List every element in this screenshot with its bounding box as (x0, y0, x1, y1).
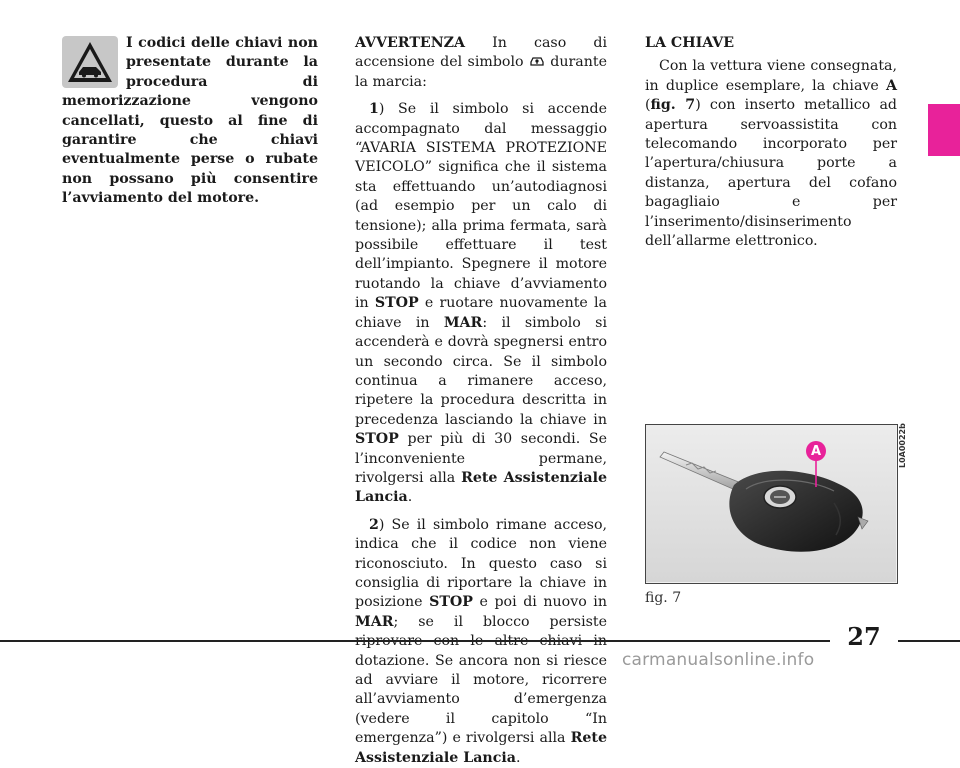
stop-label: STOP (429, 594, 473, 611)
figure-code: L0A0022b (898, 423, 907, 469)
warning-text: I codici delle chiavi non presentate durante la procedura di memorizzazione vengono cancellati, questo al fine di garantire che chiavi eventualmente perse o rubate non possano più consentire l’avviamento del motore. (62, 35, 318, 207)
warning-column (62, 34, 318, 209)
key-paragraph (645, 57, 897, 251)
key-figure (645, 424, 898, 584)
p2-text-d: . (515, 749, 521, 766)
figure-caption: fig. 7 (645, 590, 682, 606)
rete-assistenziale-label: Rete Assistenziale Lancia (355, 469, 607, 506)
p1-text-a: ) Se il simbolo si accende accompagnato dal messaggio “AVARIA SISTEMA PROTEZIONE VEICOLO” significa che il sistema sta effettuando un’autodiagnosi (ad esempio per un calo di tensione); alla prima fermata, sarà possibile effettuare il test dell’impianto. Spegnere il motore ruotando la chiave d’avviamento in (355, 101, 607, 312)
key-text-c: ) con inserto metallico ad apertura servoassistita con telecomando incorporato per l’apertura/chiusura porte a distanza, apertura del cofano bagagliaio e per l’inserimento/disinserimento dell’allarme elettronico. (645, 97, 897, 250)
rete-assistenziale-label: Rete Assistenziale Lancia (355, 730, 607, 766)
warning-block (62, 34, 318, 209)
avvertenza-text: In caso di accensione del simbolo (355, 35, 607, 71)
section-heading: LA CHIAVE (645, 35, 735, 51)
mar-label: MAR (443, 314, 483, 331)
avvertenza-label: AVVERTENZA (355, 35, 466, 51)
p2-text-b: e poi di nuovo in (472, 594, 607, 611)
key-text-a: Con la vettura viene consegnata, in duplice esemplare, la chiave (645, 58, 897, 94)
footer-rule (0, 640, 830, 642)
p2-text-a: ) Se il simbolo rimane acceso, indica che il codice non viene riconosciuto. In questo caso si consiglia di riportare la chiave in posizione (355, 516, 607, 611)
callout-label: A (810, 444, 822, 459)
p1-text-b: e ruotare nuovamente la chiave in (355, 295, 607, 331)
p1-text-d: per più di 30 secondi. Se l’inconveniente permane, rivolgersi alla (355, 431, 607, 486)
page-number: 27 (847, 622, 881, 651)
p2-text-c: ; se il blocco persiste dotazione. Se ancora non si riesce ad avviare il motore, ricorrere all’avviamento d’emergenza (vedere il capitolo “In emergenza”) e rivolgersi alla (355, 613, 607, 747)
remote-key-illustration (646, 425, 896, 582)
watermark: carmanualsonline.info (622, 650, 815, 670)
footer-rule-right (898, 640, 960, 642)
paragraph-1 (355, 100, 607, 508)
item-number-1: 1 (369, 101, 379, 118)
key-letter: A (885, 77, 897, 94)
avvertenza-text-end: durante la marcia: (355, 54, 607, 90)
paragraph-2 (355, 516, 607, 768)
avvertenza-paragraph (355, 34, 607, 92)
p1-text-e: . (407, 489, 413, 506)
stop-label: STOP (355, 431, 399, 448)
avvertenza-column (355, 34, 607, 768)
key-text-b: ( (645, 97, 651, 114)
chapter-tab (928, 104, 960, 156)
figure-reference: fig. 7 (650, 97, 696, 114)
mar-label: MAR (355, 613, 394, 630)
immobilizer-key-icon (529, 54, 545, 68)
car-warning-icon (62, 36, 118, 88)
key-column (645, 34, 897, 251)
item-number-2: 2 (369, 516, 379, 533)
p1-text-c: : il simbolo si accenderà e dovrà spegnersi entro un secondo circa. Se il simbolo continua a rimanere acceso, ripetere la procedura descritta in precedenza lasciando la chiave in (355, 314, 608, 428)
stop-label: STOP (374, 295, 419, 312)
